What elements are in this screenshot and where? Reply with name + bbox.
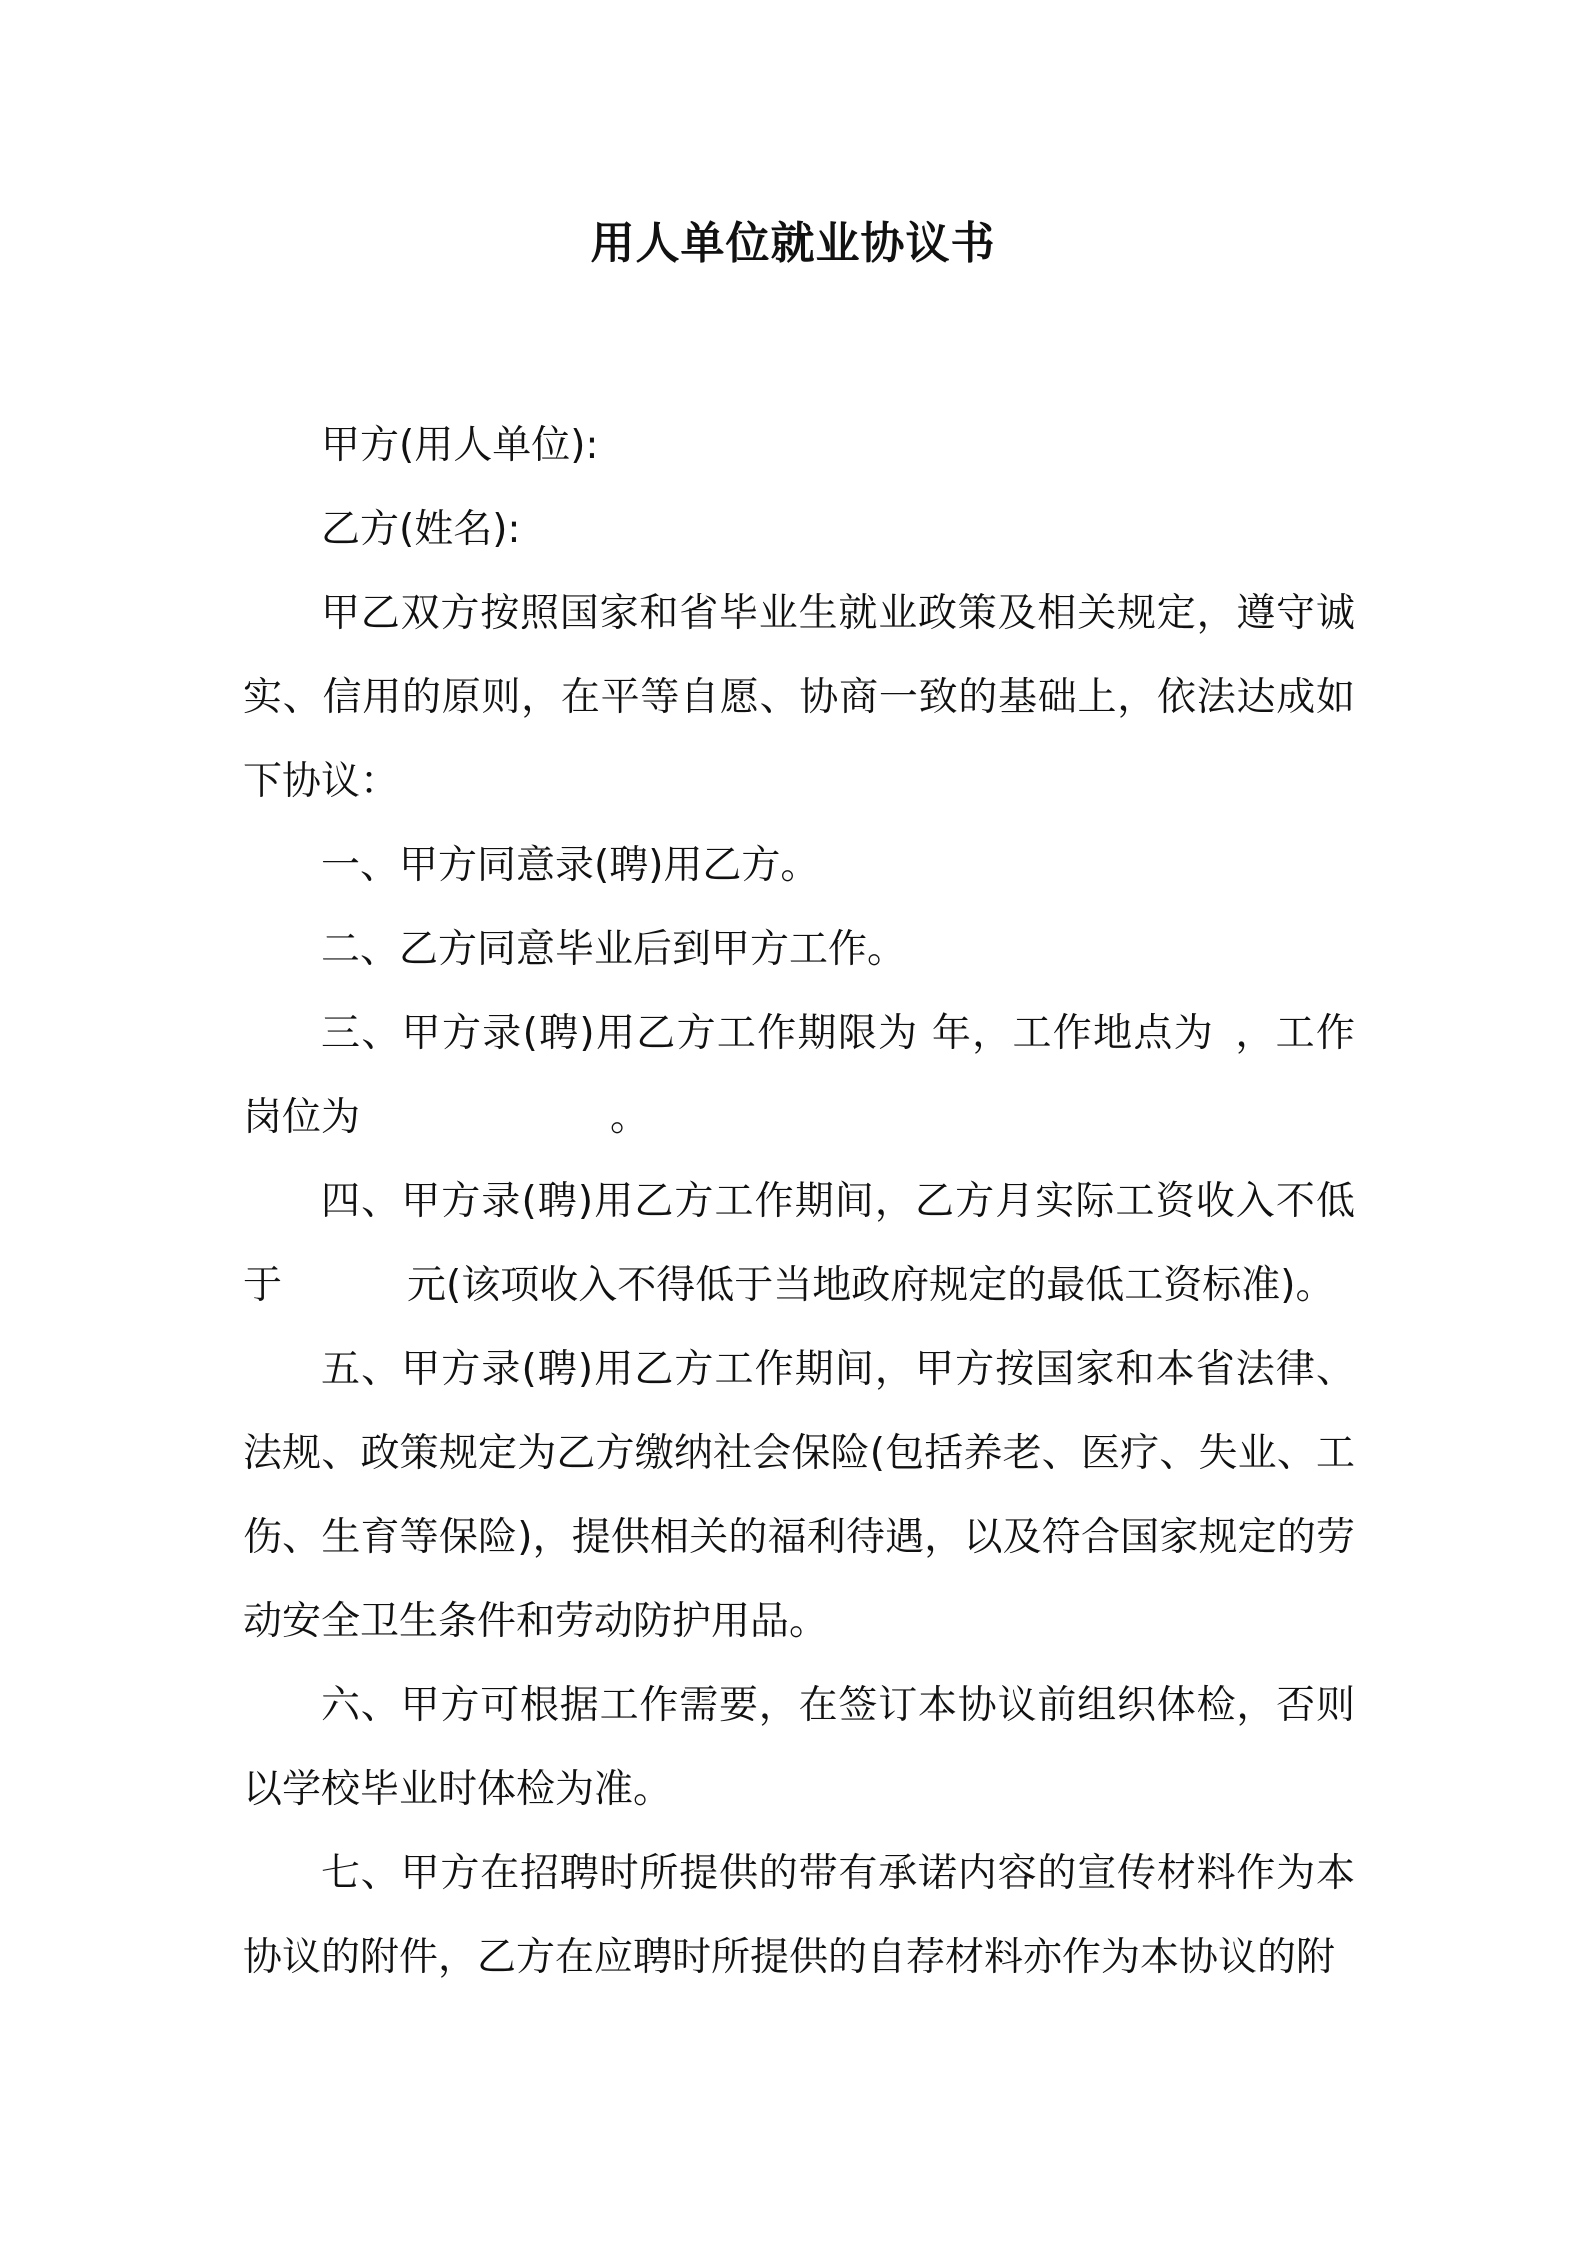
clause-3-text-d: 。	[610, 1095, 650, 1140]
clause-5: 五、甲方录(聘)用乙方工作期间，甲方按国家和本省法律、法规、政策规定为乙方缴纳社会保险(包括养老、医疗、失业、工伤、生育等保险)，提供相关的福利待遇，以及符合国家规定的劳动安全卫生条件和劳动防护用品。	[243, 1347, 1355, 1644]
party-b-line: 乙方(姓名):	[321, 507, 521, 552]
intro-paragraph: 甲乙双方按照国家和省毕业生就业政策及相关规定，遵守诚实、信用的原则，在平等自愿、协商一致的基础上，依法达成如下协议：	[243, 591, 1355, 804]
clause-1: 一、甲方同意录(聘)用乙方。	[321, 843, 820, 888]
clause-4	[243, 1160, 1355, 1328]
clause-4-text-b: 元(该项收入不得低于当地政府规定的最低工资标准)。	[407, 1263, 1335, 1308]
clause-3-text-b: 年，工作地点为	[930, 1011, 1215, 1056]
clause-3-text-a: 三、甲方录(聘)用乙方工作期限为	[321, 1011, 919, 1056]
clause-3	[243, 992, 1355, 1160]
document-body	[243, 404, 1355, 2000]
party-a-line: 甲方(用人单位):	[321, 423, 599, 468]
clause-2: 二、乙方同意毕业后到甲方工作。	[321, 927, 907, 972]
clause-7: 七、甲方在招聘时所提供的带有承诺内容的宣传材料作为本协议的附件，乙方在应聘时所提供的自荐材料亦作为本协议的附	[243, 1851, 1355, 1980]
clause-3-text-c: ，工作岗位为	[243, 1011, 1355, 1140]
document-title: 用人单位就业协议书	[590, 218, 996, 269]
clause-6: 六、甲方可根据工作需要，在签订本协议前组织体检，否则以学校毕业时体检为准。	[243, 1683, 1355, 1812]
clause-4-text-a: 四、甲方录(聘)用乙方工作期间，乙方月实际工资收入不低于	[243, 1179, 1355, 1308]
